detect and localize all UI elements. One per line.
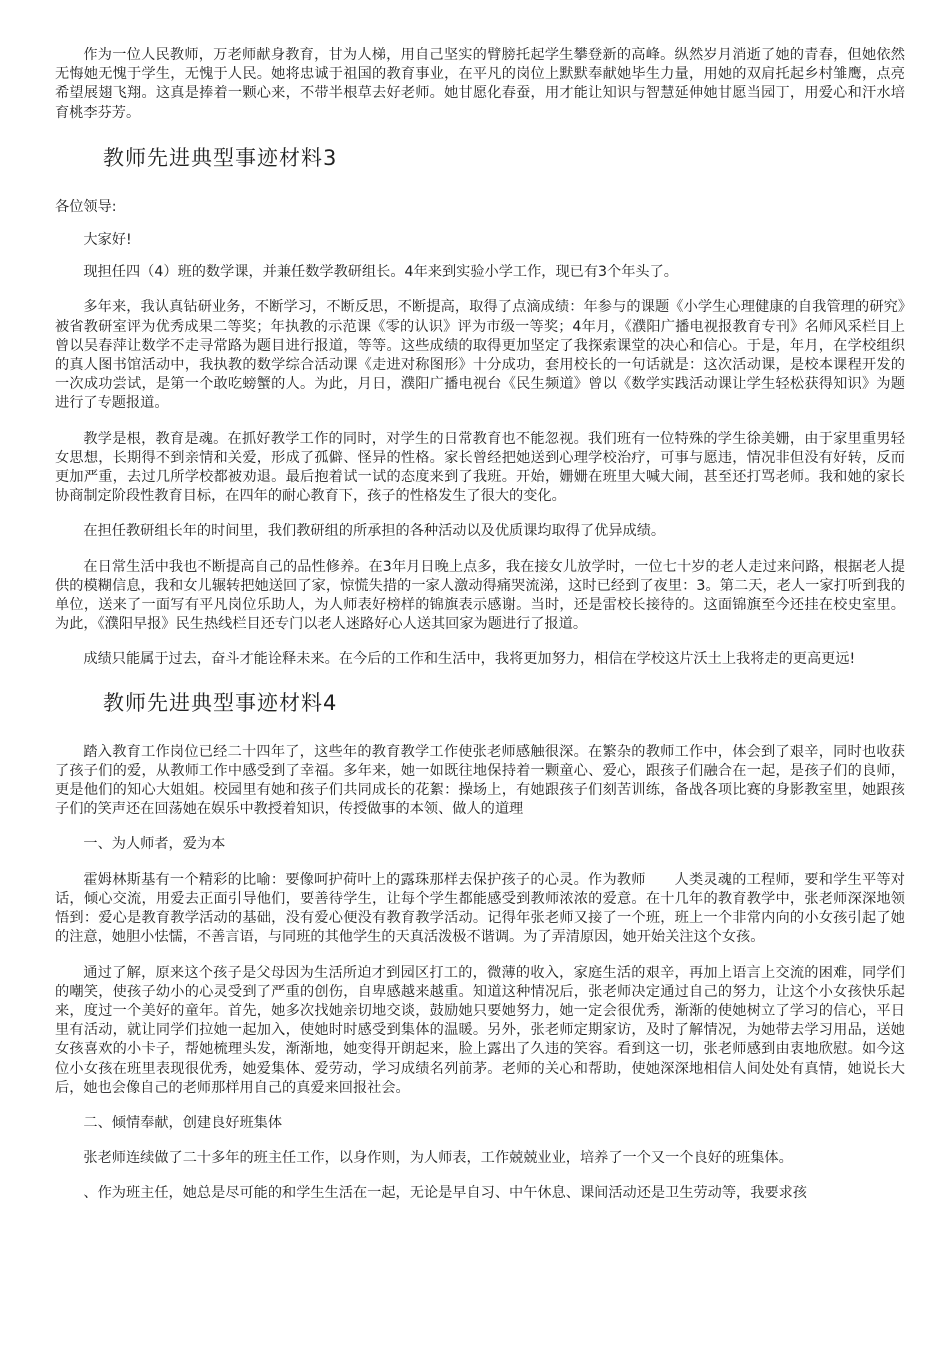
paragraph-achievements: 多年来，我认真钻研业务，不断学习，不断反思，不断提高，取得了点滴成绩：年参与的课题《小学生心理健康的自我管理的研究》被省教研室评为优秀成果二等奖；年执教的示范课《零的认识》评为市级一等奖；4年月，《濮阳广播电视报教育专刊》名师风采栏目上曾以吴春萍让数学不走寻常路为题目进行报道，等等。这些成绩的取得更加坚定了我探索课堂的决心和信心。于是，年月，在学校组织的真人图书馆活动中，我执教的数学综合活动课《走进对称图形》十分成功，套用校长的一句话就是：这次活动课，是校本课程开发的一次成功尝试，是第一个敢吃螃蟹的人。为此，月日，濮阳广播电视台《民生频道》曾以《数学实践活动课让学生轻松获得知识》为题进行了专题报道。 (55, 299, 905, 412)
section-title-3: 教师先进典型事迹材料3 (103, 145, 338, 170)
subheading-class: 二、倾情奉献，创建良好班集体 (83, 1114, 283, 1131)
greeting: 大家好! (83, 232, 132, 249)
paragraph-career-intro: 踏入教育工作岗位已经二十四年了，这些年的教育教学工作使张老师感触很深。在繁杂的教师工作中，体会到了艰辛，同时也收获了孩子们的爱，从教师工作中感受到了幸福。多年来，她一如既往地保持着一颗童心、爱心，跟孩子们融合在一起，是孩子们的良师，更是他们的知心大姐姐。校园里有她和孩子们共同成长的花絮：操场上，有她跟孩子们刻苦训练，备战各项比赛的身影教室里，她跟孩子们的笑声还在回荡她在娱乐中教授着知识，传授做事的本领、做人的道理 (55, 743, 905, 818)
paragraph-daily-life: 在日常生活中我也不断提高自己的品性修养。在3年月日晚上点多，我在接女儿放学时，一位七十岁的老人走过来问路，根据老人提供的模糊信息，我和女儿辗转把她送回了家，惊慌失措的一家人激动得痛哭流涕，这时已经到了夜里：3。第二天，老人一家打听到我的单位，送来了一面写有平凡岗位乐助人，为人师表好榜样的锦旗表示感谢。当时，还是雷校长接待的。这面锦旗至今还挂在校史室里。为此，《濮阳早报》民生热线栏目还专门以老人迷路好心人送其回家为题进行了报道。 (55, 558, 905, 633)
paragraph-class-teacher: 张老师连续做了二十多年的班主任工作，以身作则，为人师表，工作兢兢业业，培养了一个又一个良好的班集体。 (83, 1150, 793, 1167)
salutation: 各位领导: (55, 198, 117, 215)
paragraph-intro-role: 现担任四（4）班的数学课，并兼任数学教研组长。4年来到实验小学工作，现已有3个年头了。 (83, 264, 678, 281)
document-page (55, 46, 905, 1204)
paragraph-student-education: 教学是根，教育是魂。在抓好教学工作的同时，对学生的日常教育也不能忽视。我们班有一位特殊的学生徐美姗，由于家里重男轻女思想，长期得不到亲情和关爱，形成了孤僻、怪异的性格。家长曾经把她送到心理学校治疗，可事与愿违，情况非但没有好转，反而更加严重，去过几所学校都被劝退。最后抱着试一试的态度来到了我班。开始，姗姗在班里大喊大闹，甚至还打骂老师。我和她的家长协商制定阶段性教育目标，在四年的耐心教育下，孩子的性格发生了很大的变化。 (55, 430, 905, 505)
section-title-4: 教师先进典型事迹材料4 (103, 690, 338, 715)
paragraph-love-story: 霍姆林斯基有一个精彩的比喻：要像呵护荷叶上的露珠那样去保护孩子的心灵。作为教师 人类灵魂的工程师，要和学生平等对话，倾心交流，用爱去正面引导他们，要善待学生，让每个学生都能感受到教师浓浓的爱意。在十几年的教育教学中，张老师深深地领悟到：爱心是教育教学活动的基础，没有爱心便没有教育教学活动。记得年张老师又接了一个班，班上一个非常内向的小女孩引起了她的注意，她胆小怯懦，不善言语，与同班的其他学生的天真活泼极不谐调。为了弄清原因，她开始关注这个女孩。 (55, 871, 905, 946)
paragraph-conclusion: 成绩只能属于过去，奋斗才能诠释未来。在今后的工作和生活中，我将更加努力，相信在学校这片沃土上我将走的更高更远! (83, 651, 856, 668)
subheading-love: 一、为人师者，爱为本 (83, 836, 226, 853)
paragraph-research-group: 在担任教研组长年的时间里，我们教研组的所承担的各种活动以及优质课均取得了优异成绩。 (83, 523, 666, 540)
paragraph-class-duty: 、作为班主任，她总是尽可能的和学生生活在一起，无论是早自习、中午休息、课间活动还是卫生劳动等，我要求孩 (83, 1185, 807, 1202)
intro-paragraph: 作为一位人民教师，万老师献身教育，甘为人梯，用自己坚实的臂膀托起学生攀登新的高峰。纵然岁月消逝了她的青春，但她依然无悔她无愧于学生，无愧于人民。她将忠诚于祖国的教育事业，在平凡的岗位上默默奉献她毕生力量，用她的双肩托起乡村雏鹰，点亮希望展翅飞翔。这真是捧着一颗心来，不带半根草去好老师。她甘愿化春蚕，用才能让知识与智慧延伸她甘愿当园丁，用爱心和汗水培育桃李芬芳。 (55, 47, 905, 121)
paragraph-girl-story: 通过了解，原来这个孩子是父母因为生活所迫才到园区打工的，微薄的收入，家庭生活的艰辛，再加上语言上交流的困难，同学们的嘲笑，使孩子幼小的心灵受到了严重的创伤，自卑感越来越重。知道这种情况后，张老师决定通过自己的努力，让这个小女孩快乐起来，度过一个美好的童年。首先，她多次找她亲切地交谈，鼓励她只要她努力，她一定会很优秀，渐渐的使她树立了学习的信心，平日里有活动，就让同学们拉她一起加入，使她时时感受到集体的温暖。另外，张老师定期家访，及时了解情况，为她带去学习用品，送她女孩喜欢的小卡子，帮她梳理头发，渐渐地，她变得开朗起来，脸上露出了久违的笑容。看到这一切，张老师感到由衷地欣慰。如今这位小女孩在班里表现很优秀，她爱集体、爱劳动，学习成绩名列前茅。老师的关心和帮助，使她深深地相信人间处处有真情，她说长大后，她也会像自己的老师那样用自己的真爱来回报社会。 (55, 964, 905, 1096)
